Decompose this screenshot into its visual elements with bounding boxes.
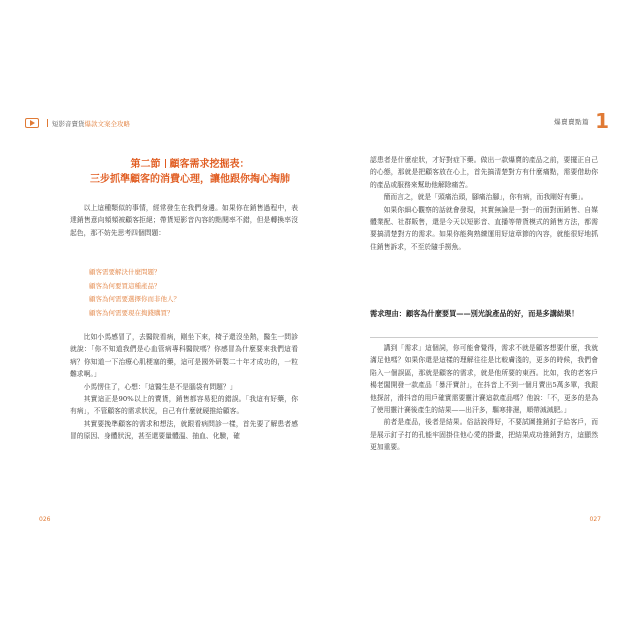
book-title-accent: 爆款文案全攻略 (84, 119, 130, 128)
question-item: 顧客為何需要現在掏錢購買？ (89, 308, 174, 317)
question-item: 顧客為何要買這種產品？ (89, 281, 161, 290)
running-header-left (25, 117, 130, 129)
paragraph: 講到「需求」這個詞，你可能會覺得，需求不就是顧客想要什麼，我就滿足他嗎？如果你還是這樣的理解往往是比較膚淺的，更多的時候，我們會陷入一個誤區，那就是顧客的需求，就是他所要的東西。比如，我的老客戶楊老闆開發一款產品「暴汗寶計」，在抖音上不到一個月賣出5萬多單，我跟他探討，滑抖音的用戶確實需要靈汁賽這款產品嗎？他說：「不，更多的是為了使用靈汁賽後產生的結果——出汗多，驅寒排濕，順帶減減肥。」 (370, 344, 598, 415)
header-divider (47, 119, 48, 127)
paragraph: 比如小馬感冒了，去醫院看病，剛坐下來，椅子還沒坐熱，醫生一問診就說：「你不知道我們是心血管病專科醫院嗎？你感冒為什麼要來我們這看病？你知道一下治療心肌梗塞的藥，這可是國外研製二十年才成功的，一粒難求啊。」 (70, 333, 298, 379)
left-body (70, 331, 298, 443)
section-number: 第二節 (130, 159, 161, 170)
question-item: 顧客為何需要選擇你而非他人？ (89, 295, 180, 303)
left-intro (70, 202, 298, 239)
paragraph: 如果你細心觀察的話就會發現，其實無論是一對一的面對面銷售、自媒體業配、社群販售，還是今天以短影音、直播等帶貨模式的銷售方法，都需要搞清楚對方的需求。如果你能夠熟練運用好這章節的內容，就能很好地抓住銷售訴求，不至於隨手撈魚。 (370, 205, 598, 251)
paragraph: 簡而言之，就是「頭痛治頭，腳痛治腳」，你有病，而我剛好有藥」。 (383, 193, 588, 202)
chapter-number: 1 (595, 109, 609, 133)
right-bottom-body (370, 342, 598, 454)
paragraph: 其實這正是90%以上的賣貨，銷售都容易犯的錯誤。「我這有好藥，你有病」，不管顧客的需求狀況，自己有什麼就硬推給顧客。 (70, 395, 298, 416)
paragraph: 以上這種類似的事情，經常發生在我們身邊。如果你在銷售過程中，表達銷售意向頻頻被顧客拒絕；帶貨短影音內容的點閱率不錯，但是轉換率沒起色，那不妨先思考四個問題： (70, 204, 298, 237)
left-page (25, 109, 323, 529)
book-title: 短影音賣貨 (52, 119, 85, 128)
question-item: 顧客需要解決什麼問題？ (89, 268, 161, 276)
page-number: 027 (589, 516, 601, 523)
paragraph: 認患者是什麼症狀，才好對症下藥。做出一款爆賣的產品之前，要擺正自己的心態，那就是把顧客放在心上，首先搞清楚對方有什麼痛點，需要借助你的產品或服務來幫助他解除痛苦。 (370, 156, 598, 189)
play-icon (25, 118, 39, 128)
paragraph: 小馬愣住了，心想：「這醫生是不是腦袋有問題？」 (83, 382, 237, 391)
right-page (325, 109, 615, 529)
section-title: 顧客需求挖掘表： (169, 159, 250, 170)
chapter-label: 爆賣賣點篇 (554, 117, 590, 126)
page-number: 026 (39, 516, 51, 523)
book-spread (25, 109, 615, 529)
callout-divider (370, 337, 598, 338)
paragraph: 前者是產品，後者是結果。俗話說得好，不要試圖推銷釘子給客戶，而是展示釘子打的孔能牢固掛住他心愛的掛畫，把結果成功推銷對方，這顯然更加重要。 (370, 418, 598, 452)
section-subtitle: 三步抓準顧客的消費心理，讓他跟你掏心掏肺 (90, 174, 290, 185)
paragraph: 其實要挽準顧客的需求和想法，就跟看病問診一樣，首先要了解患者感冒的原因、身體狀況，甚至還要量體溫、抽血、化驗，確 (70, 419, 298, 441)
running-header-right (554, 111, 609, 131)
question-list (89, 266, 180, 320)
section-heading (85, 157, 295, 187)
callout-heading: 需求理由：顧客為什麼要買——別光說產品的好，而是多講結果！ (370, 309, 579, 318)
right-top-body (370, 154, 598, 253)
heading-divider (165, 159, 166, 168)
